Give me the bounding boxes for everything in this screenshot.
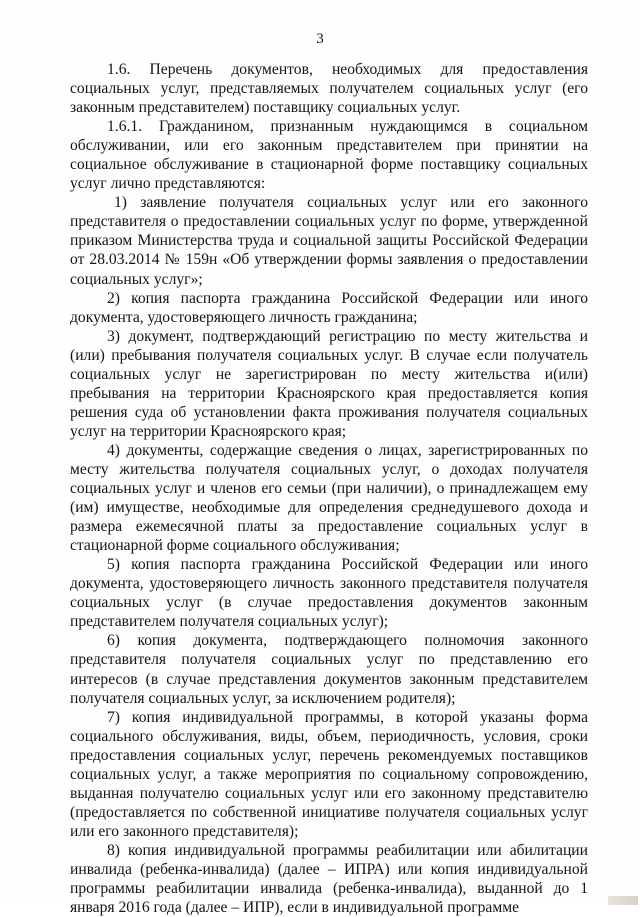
list-item-2: 2) копия паспорта гражданина Российской Федерации или иного документа, удостоверяющего личность гражданина; — [70, 289, 588, 326]
list-item-5: 5) копия паспорта гражданина Российской Федерации или иного документа, удостоверяющего личность законного представителя получателя социальных услуг (в случае предоставления документов законным представителем получателя социальных услуг); — [70, 556, 588, 631]
list-item-7: 7) копия индивидуальной программы, в которой указаны форма социального обслуживания, виды, объем, периодичность, условия, сроки предоставления социальных услуг, перечень рекомендуемых поставщиков социальных услуг, а также мероприятия по социальному сопровождению, выданная получателю социальных услуг или его законному представителю (предоставляется по собственной инициативе получателя социальных услуг или его законного представителя); — [70, 708, 588, 840]
paragraph-1-6-1: 1.6.1. Гражданином, признанным нуждающимся в социальном обслуживании, или его законным представителем при принятии на социальное обслуживание в стационарной форме поставщику социальных услуг лично представляются: — [70, 118, 588, 193]
document-body — [70, 60, 588, 917]
list-item-3: 3) документ, подтверждающий регистрацию по месту жительства и (или) пребывания получателя социальных услуг. В случае если получатель социальных услуг не зарегистрирован по месту жительства и(или) пребывания на территории Красноярского края предоставляется копия решения суда об установлении факта проживания получателя социальных услуг на территории Красноярского края; — [70, 327, 588, 440]
paragraph-1-6: 1.6. Перечень документов, необходимых для предоставления социальных услуг, представляемых получателем социальных услуг (его законным представителем) поставщику социальных услуг. — [70, 61, 588, 117]
list-item-1: 1) заявление получателя социальных услуг или его законного представителя о предоставлении социальных услуг по форме, утвержденной приказом Министерства труда и социальной защиты Российской Федерации от 28.03.2014 № 159н «Об утверждении формы заявления о предоставлении социальных услуг»; — [70, 194, 588, 288]
page-number: 3 — [316, 31, 324, 47]
list-item-8: 8) копия индивидуальной программы реабилитации или абилитации инвалида (ребенка-инвалида) (далее – ИПРА) или копия индивидуальной программы реабилитации инвалида (ребенка-инвалида), выданной до 1 января 2016 года (далее – ИПР), если в индивидуальной программе — [70, 841, 588, 917]
list-item-6: 6) копия документа, подтверждающего полномочия законного представителя получателя социальных услуг по представлению его интересов (в случае представления документов законным представителем получателя социальных услуг, за исключением родителя); — [70, 632, 588, 707]
list-item-4: 4) документы, содержащие сведения о лицах, зарегистрированных по месту жительства получателя социальных услуг, о доходах получателя социальных услуг и членов его семьи (при наличии), о принадлежащем ему (им) имуществе, необходимые для определения среднедушевого дохода и размера ежемесячной платы за предоставление социальных услуг в стационарной форме социального обслуживания; — [70, 441, 588, 555]
scan-edge-mark — [608, 896, 638, 905]
